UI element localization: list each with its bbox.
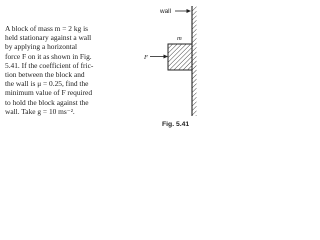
problem-line: the wall is μ = 0.25, find the [5, 79, 89, 89]
problem-line: 5.41. If the coefficient of fric- [5, 60, 94, 70]
force-label: F [144, 54, 149, 61]
wall-pointer-arrowhead [187, 9, 192, 13]
problem-line: by applying a horizontal [5, 42, 78, 52]
problem-statement [5, 24, 141, 116]
wall-label: wall [160, 8, 172, 15]
problem-line: minimum value of F required [5, 88, 93, 98]
problem-line: to hold the block against the [5, 97, 89, 107]
wall-hatching [193, 6, 197, 116]
problem-line: force F on it as shown in Fig. [5, 51, 92, 61]
block [168, 44, 192, 70]
mass-label: m [177, 35, 182, 42]
problem-line: wall. Take g = 10 ms⁻². [5, 106, 75, 116]
force-arrowhead [164, 55, 169, 59]
wall-block-figure [140, 4, 198, 124]
problem-line: A block of mass m = 2 kg is [5, 24, 88, 33]
problem-line: held stationary against a wall [5, 33, 92, 43]
figure-caption: Fig. 5.41 [162, 121, 190, 128]
problem-line: tion between the block and [5, 70, 85, 80]
